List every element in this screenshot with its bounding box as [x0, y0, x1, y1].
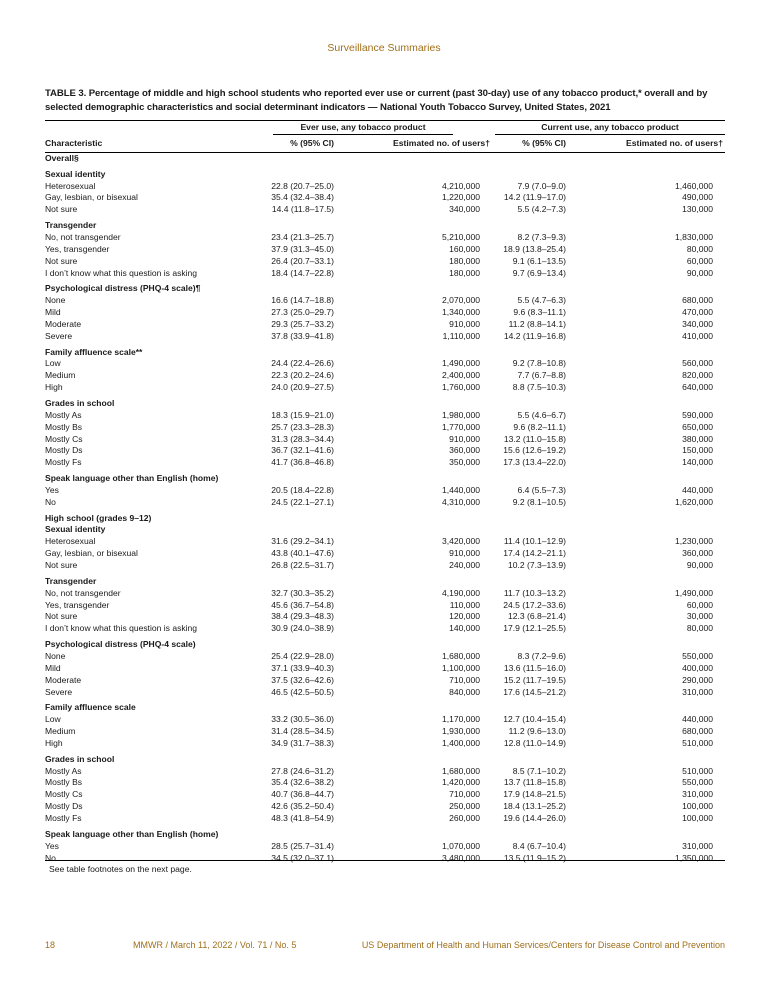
row-label: I don’t know what this question is asking — [45, 267, 198, 278]
current-use-users-cell: 1,490,000 — [674, 587, 713, 598]
section-heading — [45, 153, 725, 165]
ever-use-percent-cell: 16.6 (14.7–18.8) — [271, 295, 334, 306]
current-use-percent-cell: 15.6 (12.6–19.2) — [503, 445, 566, 456]
row-label: Mostly Bs — [45, 777, 83, 788]
section-heading-label: Grades in school — [45, 397, 115, 408]
ever-use-users-cell: 910,000 — [449, 548, 480, 559]
ever-use-users-cell: 710,000 — [449, 789, 480, 800]
section-heading — [45, 829, 725, 841]
ever-use-users-cell: 2,070,000 — [441, 295, 480, 306]
row-label: High — [45, 737, 63, 748]
table-row — [45, 192, 725, 204]
ever-use-percent-cell: 45.6 (36.7–54.8) — [271, 599, 334, 610]
row-label: Heterosexual — [45, 180, 96, 191]
row-label: Mostly Fs — [45, 457, 82, 468]
ever-use-users-cell: 1,930,000 — [441, 726, 480, 737]
ever-use-users-cell: 4,210,000 — [441, 180, 480, 191]
running-title: Surveillance Summaries — [327, 42, 441, 54]
current-use-users-cell: 590,000 — [682, 409, 713, 420]
current-use-users-cell: 440,000 — [682, 714, 713, 725]
section-heading — [45, 639, 725, 651]
current-use-users-cell: 560,000 — [682, 358, 713, 369]
ever-use-users-cell: 180,000 — [449, 267, 480, 278]
ever-use-percent-cell: 41.7 (36.8–46.8) — [271, 457, 334, 468]
table-row — [45, 687, 725, 699]
section-heading-label: Grades in school — [45, 753, 115, 764]
table-row — [45, 232, 725, 244]
ever-use-percent-cell: 23.4 (21.3–25.7) — [271, 231, 334, 242]
current-use-users-cell: 510,000 — [682, 765, 713, 776]
table-row — [45, 457, 725, 469]
row-label: Medium — [45, 370, 76, 381]
ever-use-users-cell: 1,400,000 — [441, 737, 480, 748]
current-use-users-cell: 510,000 — [682, 737, 713, 748]
current-use-users-cell: 410,000 — [682, 330, 713, 341]
table-row — [45, 588, 725, 600]
ever-use-percent-cell: 24.4 (22.4–26.6) — [271, 358, 334, 369]
current-use-percent-cell: 17.9 (14.8–21.5) — [503, 789, 566, 800]
current-use-percent-cell: 17.4 (14.2–21.1) — [503, 548, 566, 559]
row-label: Mostly Cs — [45, 433, 83, 444]
current-use-percent-cell: 19.6 (14.4–26.0) — [503, 813, 566, 824]
table-row — [45, 813, 725, 825]
ever-use-users-cell: 3,420,000 — [441, 536, 480, 547]
row-label: Low — [45, 714, 61, 725]
current-use-percent-cell: 9.6 (8.3–11.1) — [513, 307, 566, 318]
ever-use-percent-cell: 36.7 (32.1–41.6) — [271, 445, 334, 456]
current-use-users-cell: 380,000 — [682, 433, 713, 444]
section-heading-label: Speak language other than English (home) — [45, 828, 219, 839]
current-use-users-cell: 310,000 — [682, 686, 713, 697]
table-row — [45, 777, 725, 789]
section-heading — [45, 398, 725, 410]
row-label: Low — [45, 358, 61, 369]
section-heading-label: Overall§ — [45, 153, 79, 163]
current-use-percent-cell: 17.6 (14.5–21.2) — [503, 686, 566, 697]
current-use-users-cell: 640,000 — [682, 382, 713, 393]
ever-use-percent-cell: 22.8 (20.7–25.0) — [271, 180, 334, 191]
ever-use-users-cell: 910,000 — [449, 318, 480, 329]
row-label: Heterosexual — [45, 536, 96, 547]
current-use-users-cell: 30,000 — [686, 611, 713, 622]
ever-use-percent-cell: 24.5 (22.1–27.1) — [271, 496, 334, 507]
table-top-rule — [45, 120, 725, 121]
current-use-users-cell: 90,000 — [686, 560, 713, 571]
table-row — [45, 204, 725, 216]
current-use-percent-cell: 13.2 (11.0–15.8) — [503, 433, 566, 444]
current-use-percent-cell: 18.4 (13.1–25.2) — [503, 801, 566, 812]
current-use-users-cell: 1,230,000 — [674, 536, 713, 547]
current-use-percent-cell: 5.5 (4.6–6.7) — [517, 409, 566, 420]
ever-use-percent-cell: 18.4 (14.7–22.8) — [271, 267, 334, 278]
row-label: Mostly Bs — [45, 421, 83, 432]
ever-use-percent-cell: 46.5 (42.5–50.5) — [271, 686, 334, 697]
table-row — [45, 726, 725, 738]
table-row — [45, 370, 725, 382]
section-heading — [45, 220, 725, 232]
ever-use-users-cell: 1,680,000 — [441, 765, 480, 776]
table-row — [45, 497, 725, 509]
section-heading-label: Family affluence scale** — [45, 346, 143, 357]
current-use-percent-cell: 8.2 (7.3–9.3) — [517, 231, 566, 242]
current-use-percent-cell: 13.5 (11.9–15.2) — [503, 852, 566, 863]
ever-use-users-cell: 180,000 — [449, 255, 480, 266]
section-heading-label: Sexual identity — [45, 168, 106, 179]
current-use-users-cell: 60,000 — [686, 255, 713, 266]
ever-use-users-cell: 1,070,000 — [441, 840, 480, 851]
current-use-percent-cell: 11.2 (9.6–13.0) — [508, 726, 566, 737]
column-header-current-percent: % (95% CI) — [522, 138, 566, 148]
column-header-characteristic: Characteristic — [45, 138, 103, 148]
ever-use-users-cell: 2,400,000 — [441, 370, 480, 381]
table-row — [45, 853, 725, 865]
ever-use-users-cell: 240,000 — [449, 560, 480, 571]
current-use-percent-cell: 15.2 (11.7–19.5) — [503, 674, 566, 685]
ever-use-users-cell: 120,000 — [449, 611, 480, 622]
section-heading — [45, 524, 725, 536]
ever-use-users-cell: 5,210,000 — [441, 231, 480, 242]
ever-use-users-cell: 4,190,000 — [441, 587, 480, 598]
table-row — [45, 663, 725, 675]
current-use-users-cell: 550,000 — [682, 650, 713, 661]
current-use-users-cell: 680,000 — [682, 295, 713, 306]
ever-use-percent-cell: 31.4 (28.5–34.5) — [271, 726, 334, 737]
ever-use-percent-cell: 20.5 (18.4–22.8) — [271, 484, 334, 495]
current-use-percent-cell: 11.2 (8.8–14.1) — [508, 318, 566, 329]
ever-use-percent-cell: 35.4 (32.6–38.2) — [271, 777, 334, 788]
row-label: No — [45, 496, 56, 507]
row-label: Mostly Cs — [45, 789, 83, 800]
table-body — [45, 153, 725, 864]
group-rule-current-use — [495, 134, 725, 135]
section-heading — [45, 283, 725, 295]
table-row — [45, 256, 725, 268]
current-use-users-cell: 1,350,000 — [674, 852, 713, 863]
ever-use-percent-cell: 43.8 (40.1–47.6) — [271, 548, 334, 559]
row-label: Mild — [45, 307, 61, 318]
table-row — [45, 358, 725, 370]
ever-use-percent-cell: 35.4 (32.4–38.4) — [271, 192, 334, 203]
current-use-users-cell: 60,000 — [686, 599, 713, 610]
current-use-percent-cell: 8.8 (7.5–10.3) — [512, 382, 566, 393]
row-label: Not sure — [45, 560, 78, 571]
ever-use-users-cell: 1,110,000 — [442, 330, 480, 341]
table-row — [45, 485, 725, 497]
ever-use-percent-cell: 38.4 (29.3–48.3) — [271, 611, 334, 622]
current-use-percent-cell: 14.2 (11.9–16.8) — [503, 330, 566, 341]
current-use-users-cell: 1,620,000 — [674, 496, 713, 507]
row-label: Yes, transgender — [45, 243, 110, 254]
current-use-percent-cell: 8.5 (7.1–10.2) — [512, 765, 566, 776]
current-use-users-cell: 820,000 — [682, 370, 713, 381]
ever-use-percent-cell: 31.6 (29.2–34.1) — [271, 536, 334, 547]
section-heading — [45, 513, 725, 525]
ever-use-users-cell: 3,480,000 — [441, 852, 480, 863]
ever-use-users-cell: 140,000 — [449, 623, 480, 634]
ever-use-users-cell: 110,000 — [449, 599, 480, 610]
current-use-users-cell: 310,000 — [682, 840, 713, 851]
current-use-percent-cell: 9.7 (6.9–13.4) — [512, 267, 566, 278]
current-use-users-cell: 80,000 — [686, 623, 713, 634]
row-label: Gay, lesbian, or bisexual — [45, 192, 138, 203]
ever-use-users-cell: 160,000 — [449, 243, 480, 254]
row-label: No, not transgender — [45, 231, 121, 242]
row-label: Severe — [45, 330, 73, 341]
ever-use-percent-cell: 28.5 (25.7–31.4) — [271, 840, 334, 851]
table-row — [45, 536, 725, 548]
table-row — [45, 331, 725, 343]
table-row — [45, 307, 725, 319]
row-label: Mostly Fs — [45, 813, 82, 824]
row-label: Mostly Ds — [45, 445, 83, 456]
table-row — [45, 611, 725, 623]
ever-use-percent-cell: 42.6 (35.2–50.4) — [271, 801, 334, 812]
current-use-percent-cell: 11.7 (10.3–13.2) — [503, 587, 566, 598]
ever-use-percent-cell: 40.7 (36.8–44.7) — [271, 789, 334, 800]
row-label: Severe — [45, 686, 73, 697]
section-heading-label: Sexual identity — [45, 524, 106, 535]
section-heading — [45, 347, 725, 359]
section-heading — [45, 473, 725, 485]
current-use-users-cell: 650,000 — [682, 421, 713, 432]
current-use-users-cell: 470,000 — [682, 307, 713, 318]
ever-use-percent-cell: 27.3 (25.0–29.7) — [271, 307, 334, 318]
table-row — [45, 714, 725, 726]
current-use-users-cell: 310,000 — [682, 789, 713, 800]
journal-citation: MMWR / March 11, 2022 / Vol. 71 / No. 5 — [133, 940, 297, 950]
table-row — [45, 422, 725, 434]
publisher-line: US Department of Health and Human Services/Centers for Disease Control and Prevention — [361, 940, 725, 950]
row-label: Moderate — [45, 674, 82, 685]
row-label: Mostly As — [45, 409, 82, 420]
ever-use-percent-cell: 33.2 (30.5–36.0) — [271, 714, 334, 725]
ever-use-users-cell: 1,440,000 — [441, 484, 480, 495]
current-use-percent-cell: 12.3 (6.8–21.4) — [508, 611, 566, 622]
row-label: Not sure — [45, 255, 78, 266]
table-row — [45, 410, 725, 422]
footnote-note: See table footnotes on the next page. — [49, 864, 192, 874]
ever-use-users-cell: 250,000 — [449, 801, 480, 812]
current-use-percent-cell: 8.3 (7.2–9.6) — [517, 650, 566, 661]
current-use-percent-cell: 14.2 (11.9–17.0) — [503, 192, 566, 203]
ever-use-percent-cell: 26.8 (22.5–31.7) — [271, 560, 334, 571]
ever-use-users-cell: 910,000 — [449, 433, 480, 444]
current-use-users-cell: 400,000 — [682, 662, 713, 673]
current-use-users-cell: 100,000 — [682, 813, 713, 824]
current-use-users-cell: 290,000 — [682, 674, 713, 685]
ever-use-percent-cell: 37.8 (33.9–41.8) — [271, 330, 334, 341]
group-rule-ever-use — [273, 134, 453, 135]
ever-use-users-cell: 1,170,000 — [441, 714, 480, 725]
ever-use-percent-cell: 48.3 (41.8–54.9) — [271, 813, 334, 824]
current-use-users-cell: 150,000 — [682, 445, 713, 456]
section-heading-label: Transgender — [45, 575, 97, 586]
ever-use-users-cell: 1,340,000 — [441, 307, 480, 318]
current-use-percent-cell: 6.4 (5.5–7.3) — [517, 484, 566, 495]
ever-use-percent-cell: 29.3 (25.7–33.2) — [271, 318, 334, 329]
page-number: 18 — [45, 940, 56, 950]
table-row — [45, 651, 725, 663]
current-use-percent-cell: 9.2 (7.8–10.8) — [512, 358, 566, 369]
current-use-percent-cell: 7.9 (7.0–9.0) — [517, 180, 566, 191]
column-header-ever-users: Estimated no. of users† — [393, 138, 490, 148]
table-row — [45, 434, 725, 446]
ever-use-users-cell: 360,000 — [449, 445, 480, 456]
group-header-current-use: Current use, any tobacco product — [541, 122, 679, 132]
row-label: Not sure — [45, 204, 78, 215]
row-label: Moderate — [45, 318, 82, 329]
ever-use-percent-cell: 37.5 (32.6–42.6) — [271, 674, 334, 685]
table-row — [45, 382, 725, 394]
ever-use-users-cell: 260,000 — [449, 813, 480, 824]
ever-use-percent-cell: 37.9 (31.3–45.0) — [271, 243, 334, 254]
table-row — [45, 789, 725, 801]
current-use-percent-cell: 11.4 (10.1–12.9) — [503, 536, 566, 547]
current-use-users-cell: 140,000 — [682, 457, 713, 468]
ever-use-users-cell: 710,000 — [449, 674, 480, 685]
section-heading-label: Psychological distress (PHQ-4 scale)¶ — [45, 283, 201, 294]
current-use-percent-cell: 5.5 (4.2–7.3) — [517, 204, 566, 215]
current-use-users-cell: 340,000 — [682, 318, 713, 329]
ever-use-percent-cell: 32.7 (30.3–35.2) — [271, 587, 334, 598]
current-use-percent-cell: 7.7 (6.7–8.8) — [517, 370, 566, 381]
ever-use-users-cell: 1,490,000 — [441, 358, 480, 369]
current-use-percent-cell: 9.6 (8.2–11.1) — [513, 421, 566, 432]
table-row — [45, 675, 725, 687]
current-use-percent-cell: 12.7 (10.4–15.4) — [503, 714, 566, 725]
ever-use-users-cell: 1,100,000 — [441, 662, 480, 673]
ever-use-percent-cell: 34.9 (31.7–38.3) — [271, 737, 334, 748]
current-use-percent-cell: 17.3 (13.4–22.0) — [503, 457, 566, 468]
row-label: None — [45, 650, 66, 661]
group-header-ever-use: Ever use, any tobacco product — [300, 122, 426, 132]
ever-use-users-cell: 840,000 — [449, 686, 480, 697]
current-use-users-cell: 90,000 — [686, 267, 713, 278]
ever-use-percent-cell: 31.3 (28.3–34.4) — [271, 433, 334, 444]
row-label: High — [45, 382, 63, 393]
section-heading — [45, 576, 725, 588]
ever-use-percent-cell: 34.5 (32.0–37.1) — [271, 852, 334, 863]
section-heading-label: High school (grades 9–12) — [45, 512, 152, 523]
row-label: Yes — [45, 840, 59, 851]
current-use-users-cell: 490,000 — [682, 192, 713, 203]
current-use-percent-cell: 8.4 (6.7–10.4) — [512, 840, 566, 851]
current-use-percent-cell: 12.8 (11.0–14.9) — [503, 737, 566, 748]
current-use-percent-cell: 13.7 (11.8–15.8) — [503, 777, 566, 788]
ever-use-users-cell: 1,980,000 — [441, 409, 480, 420]
table-row — [45, 623, 725, 635]
table-row — [45, 841, 725, 853]
table-row — [45, 181, 725, 193]
table-row — [45, 766, 725, 778]
current-use-users-cell: 680,000 — [682, 726, 713, 737]
current-use-percent-cell: 9.1 (6.1–13.5) — [512, 255, 566, 266]
current-use-percent-cell: 5.5 (4.7–6.3) — [517, 295, 566, 306]
current-use-users-cell: 1,830,000 — [674, 231, 713, 242]
current-use-users-cell: 130,000 — [682, 204, 713, 215]
row-label: None — [45, 295, 66, 306]
ever-use-percent-cell: 14.4 (11.8–17.5) — [271, 204, 334, 215]
current-use-users-cell: 100,000 — [682, 801, 713, 812]
current-use-percent-cell: 18.9 (13.8–25.4) — [503, 243, 566, 254]
ever-use-percent-cell: 25.7 (23.3–28.3) — [271, 421, 334, 432]
ever-use-users-cell: 4,310,000 — [441, 496, 480, 507]
table-row — [45, 548, 725, 560]
row-label: No — [45, 852, 56, 863]
row-label: Not sure — [45, 611, 78, 622]
ever-use-percent-cell: 18.3 (15.9–21.0) — [271, 409, 334, 420]
ever-use-percent-cell: 30.9 (24.0–38.9) — [271, 623, 334, 634]
table-row — [45, 600, 725, 612]
section-heading — [45, 702, 725, 714]
table-row — [45, 319, 725, 331]
table-row — [45, 268, 725, 280]
column-header-ever-percent: % (95% CI) — [290, 138, 334, 148]
table-row — [45, 244, 725, 256]
ever-use-users-cell: 1,420,000 — [441, 777, 480, 788]
row-label: Gay, lesbian, or bisexual — [45, 548, 138, 559]
current-use-percent-cell: 24.5 (17.2–33.6) — [503, 599, 566, 610]
ever-use-users-cell: 340,000 — [449, 204, 480, 215]
row-label: Yes — [45, 484, 59, 495]
row-label: Mostly As — [45, 765, 82, 776]
table-row — [45, 445, 725, 457]
row-label: No, not transgender — [45, 587, 121, 598]
ever-use-percent-cell: 26.4 (20.7–33.1) — [271, 255, 334, 266]
table-bottom-rule — [45, 860, 725, 861]
row-label: Yes, transgender — [45, 599, 110, 610]
section-heading — [45, 754, 725, 766]
current-use-users-cell: 440,000 — [682, 484, 713, 495]
table-row — [45, 560, 725, 572]
current-use-users-cell: 80,000 — [686, 243, 713, 254]
ever-use-percent-cell: 22.3 (20.2–24.6) — [271, 370, 334, 381]
row-label: Mild — [45, 662, 61, 673]
ever-use-percent-cell: 37.1 (33.9–40.3) — [271, 662, 334, 673]
section-heading-label: Family affluence scale — [45, 702, 136, 713]
ever-use-percent-cell: 25.4 (22.9–28.0) — [271, 650, 334, 661]
section-heading-label: Psychological distress (PHQ-4 scale) — [45, 639, 196, 650]
ever-use-users-cell: 1,760,000 — [441, 382, 480, 393]
ever-use-percent-cell: 27.8 (24.6–31.2) — [271, 765, 334, 776]
ever-use-users-cell: 350,000 — [449, 457, 480, 468]
row-label: I don’t know what this question is asking — [45, 623, 198, 634]
table-row — [45, 801, 725, 813]
current-use-percent-cell: 17.9 (12.1–25.5) — [503, 623, 566, 634]
table-row — [45, 738, 725, 750]
section-heading — [45, 169, 725, 181]
ever-use-users-cell: 1,220,000 — [441, 192, 480, 203]
current-use-percent-cell: 10.2 (7.3–13.9) — [508, 560, 566, 571]
current-use-percent-cell: 9.2 (8.1–10.5) — [512, 496, 566, 507]
ever-use-users-cell: 1,770,000 — [441, 421, 480, 432]
section-heading-label: Speak language other than English (home) — [45, 473, 219, 484]
table-row — [45, 295, 725, 307]
row-label: Medium — [45, 726, 76, 737]
current-use-users-cell: 1,460,000 — [674, 180, 713, 191]
table-title: TABLE 3. Percentage of middle and high school students who reported ever use or current (past 30-day) use of any tobacco product,* overall and by selected demographic characteristics and social determinant indicators — National Youth Tobacco Survey, United States, 2021 — [45, 88, 708, 113]
current-use-users-cell: 550,000 — [682, 777, 713, 788]
section-heading-label: Transgender — [45, 220, 97, 231]
ever-use-users-cell: 1,680,000 — [441, 650, 480, 661]
ever-use-percent-cell: 24.0 (20.9–27.5) — [271, 382, 334, 393]
column-header-current-users: Estimated no. of users† — [626, 138, 723, 148]
current-use-users-cell: 360,000 — [682, 548, 713, 559]
current-use-percent-cell: 13.6 (11.5–16.0) — [503, 662, 566, 673]
row-label: Mostly Ds — [45, 801, 83, 812]
